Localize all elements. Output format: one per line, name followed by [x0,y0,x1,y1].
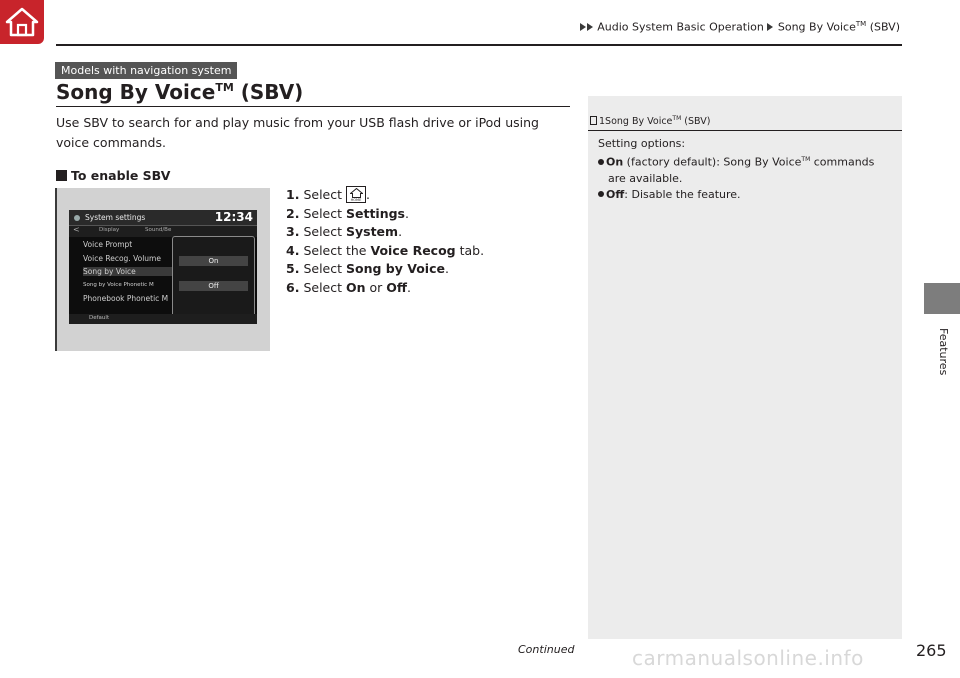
step-text: Select [303,187,346,202]
page-number: 265 [916,641,947,660]
step-number: 4. [286,242,300,258]
screen-tab-display: Display [99,227,120,233]
bullet-icon [598,159,604,165]
step-item [286,279,484,298]
step-text: . [405,205,409,221]
side-note-option-on [598,152,893,171]
step-bold: On [345,279,366,295]
step-number: 3. [286,224,300,239]
screen-header [69,210,257,226]
side-note-option-off [598,187,893,203]
step-item [286,205,484,224]
chapter-label: Features [937,328,950,376]
side-note-title-text: Song By Voice [605,116,673,128]
square-bullet-icon [56,170,67,181]
triangle-icon [580,23,586,31]
breadcrumb [580,20,900,34]
breadcrumb-part-1[interactable]: Audio System Basic Operation [597,20,764,34]
screen-item: Song by Voice Phonetic M [83,282,154,288]
step-item [286,260,484,279]
section-heading-text: To enable SBV [71,168,171,183]
page-title [56,80,303,104]
step-text: Select [303,261,346,276]
step-text: or [365,279,387,295]
book-icon [590,116,597,125]
step-text: . [398,224,403,239]
side-note-title-suffix: (SBV) [681,116,711,128]
home-button-label: HOME [350,198,362,202]
side-note-title [590,115,710,127]
screen-item: Voice Recog. Volume [83,254,161,263]
chapter-tab [924,283,960,314]
breadcrumb-part-3: (SBV) [866,20,900,34]
steps-list [286,186,484,297]
step-text: tab. [455,242,485,258]
screen-option-popup [172,236,255,320]
screen-clock: 12:34 [214,210,253,224]
step-bold: Settings [345,205,405,221]
step-text: . [407,279,411,295]
triangle-icon [587,23,593,31]
step-number: 2. [286,205,300,221]
side-note-body [598,136,893,203]
side-note-tm: TM [672,115,682,122]
screen-option-on: On [179,256,248,266]
step-item [286,186,484,205]
side-note-option-on-cont: are available. [608,171,683,185]
side-note-number: 1 [599,116,606,128]
screen-title: System settings [85,213,146,222]
page-title-suffix: (SBV) [233,80,304,104]
step-item [286,242,484,261]
screen-back-icon: < [73,225,80,234]
breadcrumb-tm: TM [855,20,867,28]
step-item [286,223,484,242]
option-text: commands [810,155,875,169]
step-bold: Voice Recog [370,242,456,258]
models-badge: Models with navigation system [55,62,237,79]
screen-tab-sound: Sound/Be [145,227,172,233]
screen-option-off: Off [179,281,248,291]
home-button-icon [346,186,366,203]
step-bold: System [345,224,399,239]
option-text: (factory default): Song By Voice [623,155,802,169]
option-label: On [606,155,624,169]
step-text: Select [303,224,346,239]
step-text: . [444,261,449,276]
triangle-icon [767,23,773,31]
option-text: : Disable the feature. [624,187,741,201]
step-text: Select the [303,242,371,258]
step-text: Select [303,279,346,295]
home-icon[interactable] [0,0,44,44]
page-title-main: Song By Voice [56,80,216,104]
step-bold: Off [386,279,408,295]
step-number: 6. [286,279,300,295]
option-tm: TM [801,156,811,163]
bullet-icon [598,191,604,197]
breadcrumb-part-2[interactable]: Song By Voice [777,20,856,34]
settings-dot-icon [74,215,80,221]
watermark: carmanualsonline.info [632,646,864,670]
side-note-intro: Setting options: [598,137,686,150]
home-icon-graphic [5,6,39,38]
title-rule [56,106,570,107]
side-note-panel [588,96,902,639]
screen-item: Voice Prompt [83,240,133,249]
screenshot-panel [55,188,270,351]
screen-item: Phonebook Phonetic M [83,294,169,303]
step-bold: Song by Voice [345,261,445,276]
screen-footer [69,314,257,324]
continued-label: Continued [518,643,575,656]
top-rule [56,44,902,46]
system-settings-screen [69,210,257,324]
screen-item-selected: Song by Voice [83,267,173,276]
intro-paragraph: Use SBV to search for and play music from your USB flash drive or iPod using voice commands. [56,115,539,150]
option-label: Off [606,187,625,201]
side-note-header [588,115,902,131]
page-title-tm: TM [215,81,234,94]
screen-default: Default [89,315,110,321]
section-heading [56,168,170,183]
step-text: Select [303,205,346,221]
step-text: . [365,187,370,202]
step-number: 5. [286,261,300,276]
step-number: 1. [286,187,300,202]
